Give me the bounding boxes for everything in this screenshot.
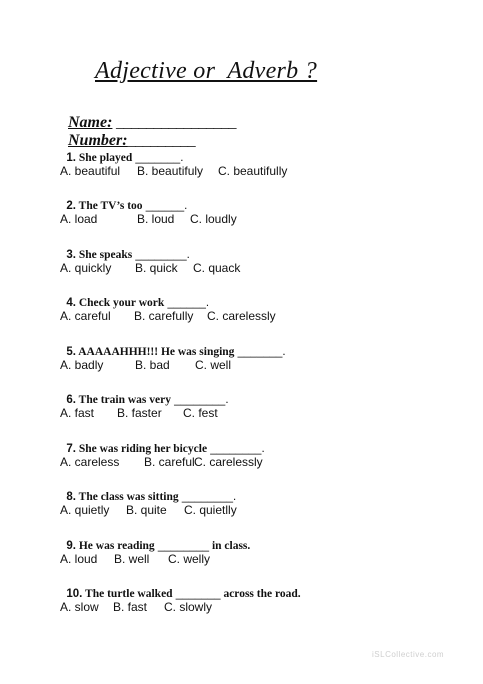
option-a: A. careful [60, 309, 111, 323]
question-number: 4. [66, 297, 76, 309]
question-10 [60, 576, 301, 600]
option-c: C. beautifully [218, 164, 288, 178]
option-b: B. quick [135, 261, 178, 275]
answer-blank: _______. [234, 346, 286, 358]
question-3 [60, 237, 190, 261]
option-c: C. well [195, 358, 232, 372]
options-1 [60, 164, 287, 178]
question-number: 8. [66, 491, 76, 503]
question-6 [60, 382, 229, 406]
question-4 [60, 285, 209, 309]
option-a: A. slow [60, 600, 99, 614]
name-label: Name: [68, 114, 113, 131]
question-stem: She played [75, 152, 133, 164]
answer-blank: _______ [172, 588, 221, 600]
options-10 [60, 600, 212, 614]
answer-blank: ________. [132, 249, 190, 261]
question-tail: across the road. [220, 588, 301, 600]
option-b: B. carefully [134, 309, 194, 323]
name-blank: ________________ [112, 114, 236, 131]
answer-blank: _______. [132, 152, 184, 164]
question-stem: AAAAAHHH!!! He was singing [75, 346, 235, 358]
question-number: 7. [66, 443, 76, 455]
option-a: A. quietly [60, 503, 110, 517]
option-c: C. slowly [164, 600, 213, 614]
option-b: B. beautifuly [137, 164, 204, 178]
question-number: 10. [66, 588, 83, 600]
question-number: 3. [66, 249, 76, 261]
question-stem: He was reading [75, 540, 155, 552]
worksheet-title: Adjective or Adverb ? [95, 58, 318, 84]
question-stem: The train was very [75, 394, 171, 406]
option-b: B. fast [113, 600, 148, 614]
option-b: B. loud [137, 212, 175, 226]
question-tail: in class. [209, 540, 251, 552]
options-2 [60, 212, 237, 226]
option-c: C. quack [193, 261, 241, 275]
option-c: C. carelessly [207, 309, 276, 323]
answer-blank: ______. [164, 297, 210, 309]
options-5 [60, 358, 231, 372]
options-7 [60, 455, 263, 469]
option-b: B. careful [144, 455, 195, 469]
option-a: A. beautiful [60, 164, 121, 178]
answer-blank: ________ [154, 540, 210, 552]
option-a: A. quickly [60, 261, 112, 275]
question-stem: The TV’s too [75, 200, 143, 212]
option-c: C. fest [183, 406, 218, 420]
options-4 [60, 309, 276, 323]
question-stem: Check your work [75, 297, 165, 309]
options-6 [60, 406, 218, 420]
question-number: 2. [66, 200, 76, 212]
question-stem: The turtle walked [82, 588, 173, 600]
question-1 [60, 140, 183, 164]
options-8 [60, 503, 237, 517]
question-2 [60, 188, 187, 212]
number-label: Number: [68, 132, 128, 149]
option-a: A. loud [60, 552, 98, 566]
question-5 [60, 334, 286, 358]
option-b: B. well [114, 552, 150, 566]
option-c: C. carelessly [194, 455, 263, 469]
answer-blank: ______. [142, 200, 188, 212]
question-number: 6. [66, 394, 76, 406]
option-c: C. welly [168, 552, 211, 566]
option-b: B. quite [126, 503, 167, 517]
options-9 [60, 552, 210, 566]
option-b: B. bad [135, 358, 170, 372]
question-7 [60, 431, 265, 455]
watermark: iSLCollective.com [372, 650, 445, 659]
options-3 [60, 261, 240, 275]
option-a: A. load [60, 212, 98, 226]
option-c: C. quietlly [184, 503, 237, 517]
question-stem: The class was sitting [75, 491, 179, 503]
answer-blank: ________. [207, 443, 265, 455]
answer-blank: ________. [178, 491, 237, 503]
question-number: 9. [66, 540, 76, 552]
option-a: A. badly [60, 358, 104, 372]
answer-blank: ________. [170, 394, 229, 406]
question-9 [60, 528, 250, 552]
question-stem: She was riding her bicycle [75, 443, 208, 455]
option-c: C. loudly [190, 212, 237, 226]
question-number: 1. [66, 152, 76, 164]
number-blank: _________ [127, 132, 196, 149]
option-b: B. faster [117, 406, 162, 420]
question-stem: She speaks [75, 249, 133, 261]
question-number: 5. [66, 346, 76, 358]
question-8 [60, 479, 236, 503]
option-a: A. careless [60, 455, 120, 469]
option-a: A. fast [60, 406, 95, 420]
